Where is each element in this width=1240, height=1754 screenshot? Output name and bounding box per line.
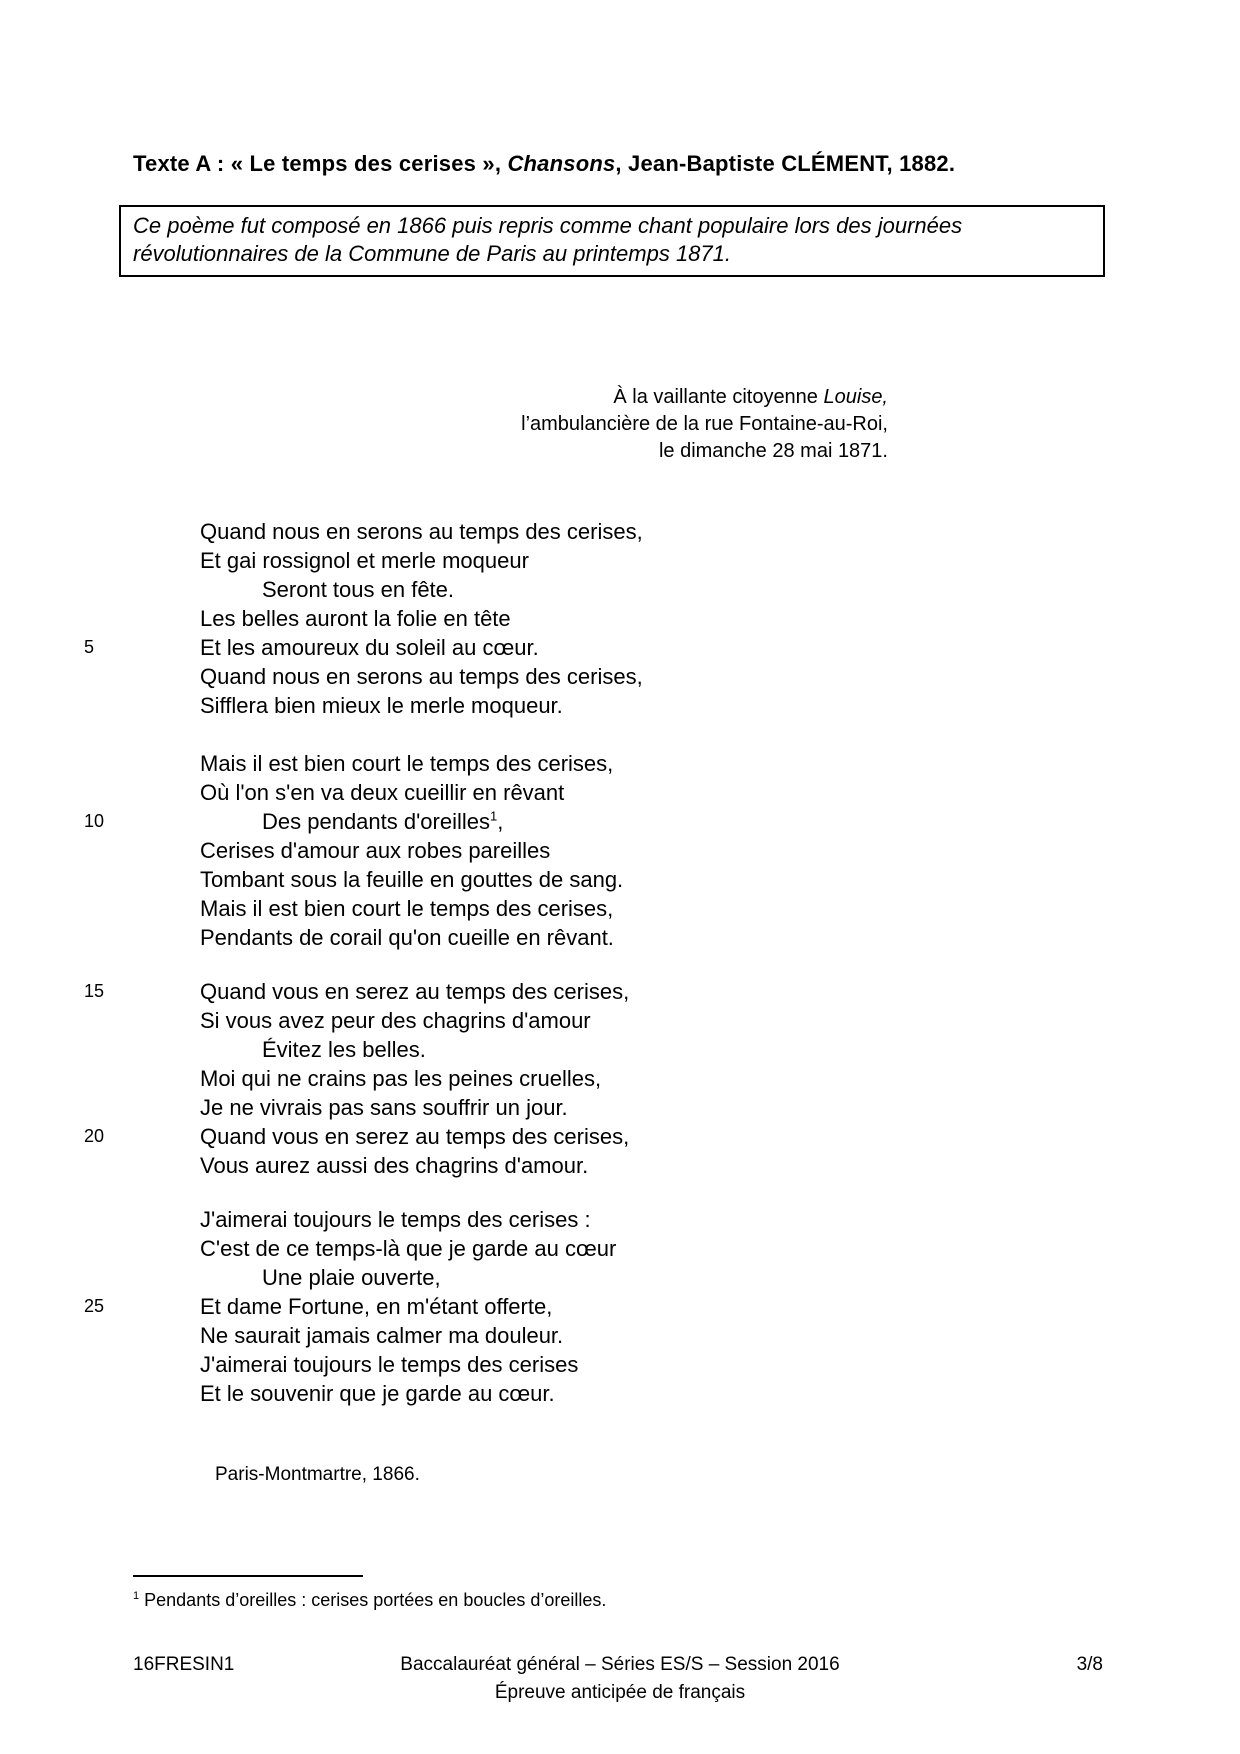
footnote-separator <box>133 1575 363 1577</box>
verse-line-text: Mais il est bien court le temps des cerises, <box>200 896 614 921</box>
verse-line <box>200 778 623 807</box>
verse-line-number: 10 <box>84 811 105 831</box>
title-suffix: , Jean-Baptiste CLÉMENT, 1882. <box>615 151 956 176</box>
verse-line-text: Évitez les belles. <box>262 1037 426 1062</box>
verse-line-text: Une plaie ouverte, <box>262 1265 441 1290</box>
verse-line <box>200 1234 616 1263</box>
footer-page-number: 3/8 <box>1076 1654 1103 1675</box>
verse-line <box>200 894 623 923</box>
verse-line <box>200 1350 616 1379</box>
verse-line <box>200 923 623 952</box>
verse-line <box>84 1292 616 1321</box>
verse-line-text: Quand vous en serez au temps des cerises, <box>200 979 630 1004</box>
dedication-line-1 <box>521 384 888 411</box>
verse-line <box>200 836 623 865</box>
stanza-1 <box>84 517 643 720</box>
footer-doc-code: 16FRESIN1 <box>133 1654 235 1675</box>
verse-line <box>200 1263 616 1292</box>
verse-line-text: Je ne vivrais pas sans souffrir un jour. <box>200 1095 568 1120</box>
footer-session-line: Baccalauréat général – Séries ES/S – Session 2016 <box>400 1654 840 1675</box>
verse-line-text: Des pendants d'oreilles$^1$, <box>262 808 504 834</box>
verse-line-text: Moi qui ne crains pas les peines cruelles, <box>200 1066 602 1091</box>
verse-line <box>84 977 630 1006</box>
verse-line-text: Si vous avez peur des chagrins d'amour <box>200 1008 591 1033</box>
verse-line-number: 5 <box>84 637 95 657</box>
dedication-line-1-prefix: À la vaillante citoyenne <box>613 386 824 408</box>
intro-box <box>119 205 1105 277</box>
verse-line <box>200 604 643 633</box>
stanza-2 <box>84 749 624 952</box>
verse-line-text: Les belles auront la folie en tête <box>200 606 511 631</box>
verse-line-text: Où l'on s'en va deux cueillir en rêvant <box>200 780 565 805</box>
verse-line-text: Sifflera bien mieux le merle moqueur. <box>200 693 563 718</box>
page-title <box>133 151 955 177</box>
title-work: Chansons <box>507 151 616 176</box>
verse-line-text: Quand nous en serons au temps des cerises, <box>200 664 643 689</box>
dedication <box>521 384 888 465</box>
verse-line <box>200 546 643 575</box>
verse-line <box>200 1006 629 1035</box>
verse-line <box>200 1093 629 1122</box>
footnote-marker: 1 <box>133 1590 140 1602</box>
verse-line-text: Cerises d'amour aux robes pareilles <box>200 838 551 863</box>
verse-line-text: Et les amoureux du soleil au cœur. <box>200 635 539 660</box>
title-prefix: Texte A : « Le temps des cerises », <box>133 151 508 176</box>
verse-line-text: Seront tous en fête. <box>262 577 455 602</box>
verse-line-number: 25 <box>84 1296 105 1316</box>
verse-line <box>84 1122 630 1151</box>
verse-line-number: 15 <box>84 981 105 1001</box>
stanza-4 <box>84 1205 617 1408</box>
dedication-line-1-name: Louise, <box>823 386 888 408</box>
verse-line-text: Ne saurait jamais calmer ma douleur. <box>200 1323 564 1348</box>
verse-line <box>200 1321 616 1350</box>
footer-center <box>0 1651 1240 1707</box>
verse-line-text: Et gai rossignol et merle moqueur <box>200 548 529 573</box>
verse-line <box>200 517 643 546</box>
verse-line-text: Pendants de corail qu'on cueille en rêvant. <box>200 925 614 950</box>
verse-line-number: 20 <box>84 1126 105 1146</box>
verse-line <box>200 1064 629 1093</box>
verse-line <box>200 575 643 604</box>
verse-line <box>200 1035 629 1064</box>
verse-line-text: C'est de ce temps-là que je garde au cœur <box>200 1236 617 1261</box>
verse-line-text: Et dame Fortune, en m'étant offerte, <box>200 1294 553 1319</box>
dedication-line-3: le dimanche 28 mai 1871. <box>658 440 888 462</box>
verse-line <box>84 633 643 662</box>
verse-line <box>200 691 643 720</box>
verse-line <box>200 865 623 894</box>
verse-line-text: Vous aurez aussi des chagrins d'amour. <box>200 1153 589 1178</box>
stanza-3 <box>84 977 630 1180</box>
verse-line-text: J'aimerai toujours le temps des cerises : <box>200 1207 591 1232</box>
footnote <box>133 1590 606 1611</box>
verse-line <box>200 749 623 778</box>
verse-line <box>200 662 643 691</box>
verse-line-text: Et le souvenir que je garde au cœur. <box>200 1381 555 1406</box>
verse-line-text: Quand vous en serez au temps des cerises, <box>200 1124 630 1149</box>
verse-line <box>200 1151 629 1180</box>
verse-line <box>84 807 623 836</box>
verse-line <box>200 1379 616 1408</box>
verse-line-text: Tombant sous la feuille en gouttes de sang. <box>200 867 624 892</box>
verse-line <box>200 1205 616 1234</box>
footnote-reference: 1 <box>490 808 498 824</box>
place-date-line: Paris-Montmartre, 1866. <box>215 1464 420 1485</box>
verse-line-text: J'aimerai toujours le temps des cerises <box>200 1352 579 1377</box>
intro-box-line-2: révolutionnaires de la Commune de Paris au printemps 1871. <box>133 241 731 266</box>
verse-line-text: Mais il est bien court le temps des cerises, <box>200 751 614 776</box>
footnote-text: Pendants d’oreilles : cerises portées en boucles d’oreilles. <box>144 1590 607 1610</box>
dedication-line-2: l’ambulancière de la rue Fontaine-au-Roi, <box>521 413 888 435</box>
footer-exam-line: Épreuve anticipée de français <box>494 1682 746 1703</box>
intro-box-line-1: Ce poème fut composé en 1866 puis repris comme chant populaire lors des journées <box>133 213 963 238</box>
verse-line-text: Quand nous en serons au temps des cerises, <box>200 519 643 544</box>
